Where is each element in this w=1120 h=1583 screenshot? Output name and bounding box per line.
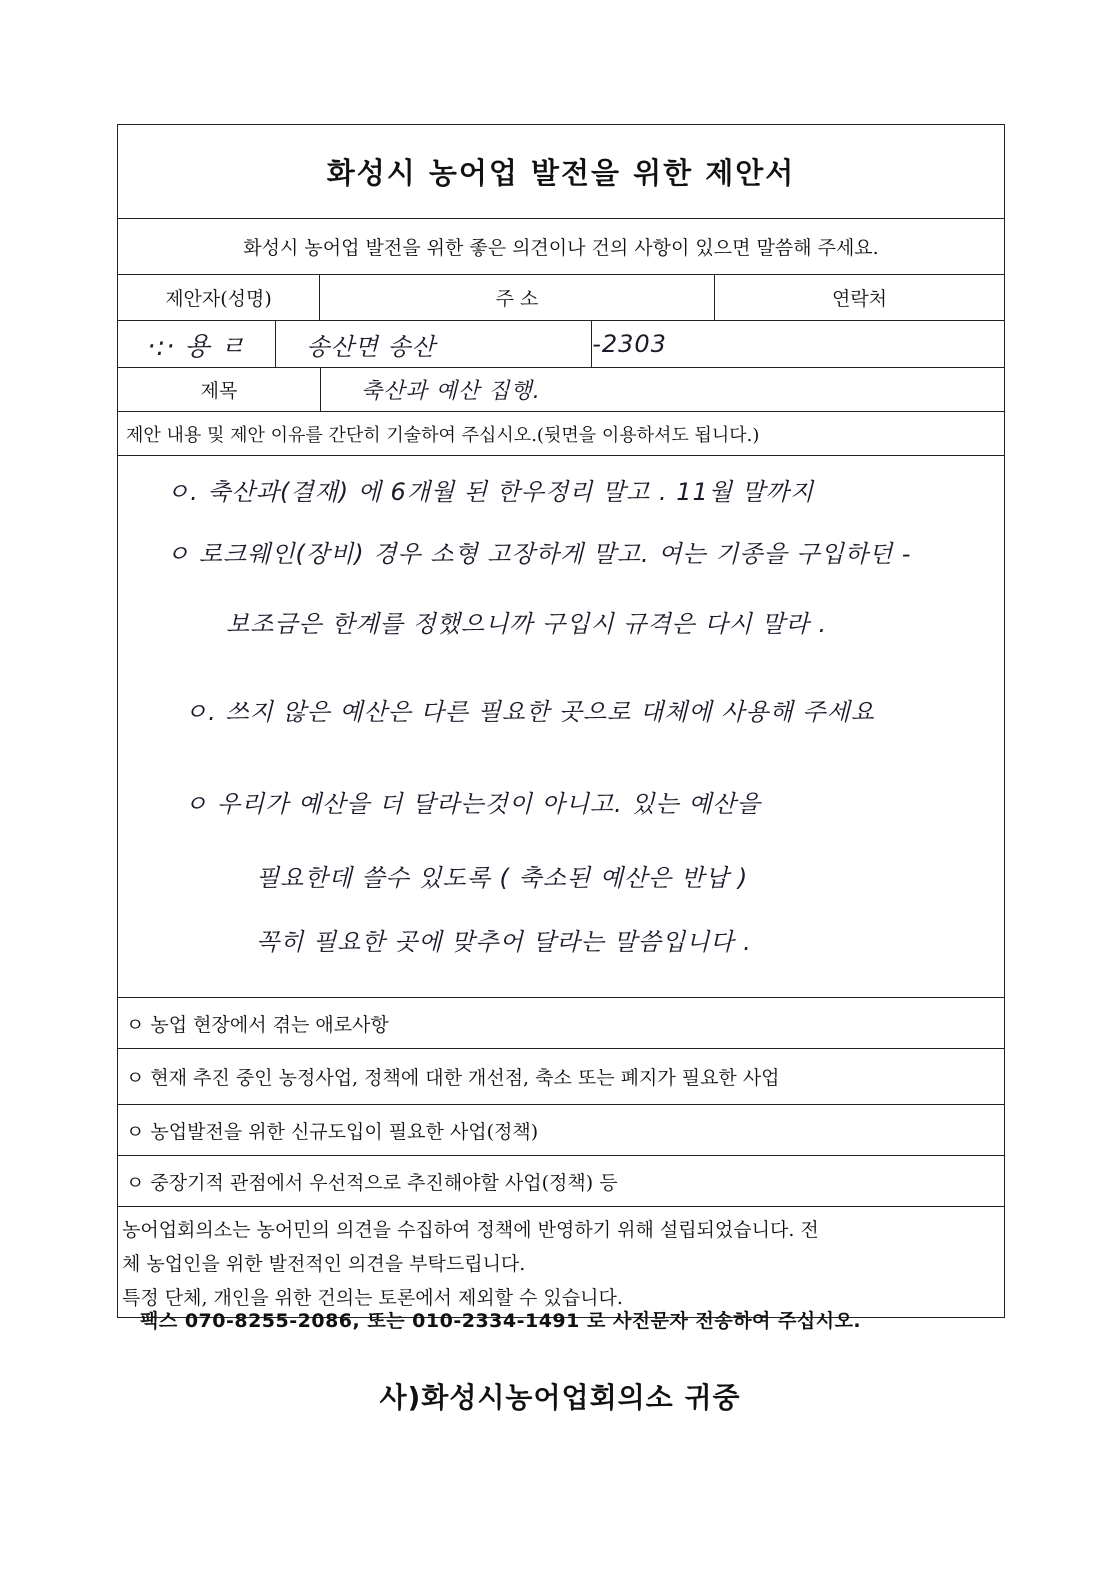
content-line: ㅇ. 쓰지 않은 예산은 다른 필요한 곳으로 대체에 사용해 주세요 [184,698,875,726]
organization-name: 사)화성시농어업회의소 귀중 [379,1381,741,1414]
name-header: 제안자(성명) [118,275,320,320]
content-line: 보조금은 한계를 정했으니까 구입시 규격은 다시 말라 . [226,610,828,638]
proposal-content-area[interactable] [118,456,1004,998]
intro-text: 화성시 농어업 발전을 위한 좋은 의견이나 건의 사항이 있으면 말씀해 주세요. [243,237,879,259]
category-text: ㅇ 농업 현장에서 겪는 애로사항 [126,1013,389,1036]
note-line: 특정 단체, 개인을 위한 건의는 토론에서 제외할 수 있습니다. [122,1287,623,1309]
note-line: 농어업회의소는 농어민의 의견을 수집하여 정책에 반영하기 위해 설립되었습니다. 전 [122,1219,819,1241]
category-text: ㅇ 현재 추진 중인 농정사업, 정책에 대한 개선점, 축소 또는 폐지가 필요한 사업 [126,1067,780,1089]
header-row [118,275,1004,321]
contact-value: -2303 [592,330,667,358]
contact-header: 연락처 [831,288,888,310]
title-row [118,125,1004,219]
instructions-row [118,412,1004,456]
content-line: ㅇ 우리가 예산을 더 달라는것이 아니고. 있는 예산을 [184,790,761,818]
subject-value: 축산과 예산 집행. [361,379,541,404]
category-new-projects [118,1105,1004,1156]
category-long-term [118,1156,1004,1207]
category-difficulties [118,998,1004,1049]
notes-row [118,1207,1004,1317]
instructions-text: 제안 내용 및 제안 이유를 간단히 기술하여 주십시오.(뒷면을 이용하셔도 됩니다.) [126,424,760,446]
contact-cell[interactable] [592,321,691,367]
proposal-form [117,124,1005,1318]
content-line: ㅇ. 축산과(결재) 에 6개월 된 한우정리 말고 . 11월 말까지 [166,478,815,506]
note-line: 체 농업인을 위한 발전적인 의견을 부탁드립니다. [122,1253,526,1275]
address-cell[interactable] [276,321,592,367]
category-improvements [118,1049,1004,1105]
subject-cell[interactable] [321,368,1004,411]
content-line: 꼭히 필요한 곳에 맞추어 달라는 말씀입니다 . [256,928,752,956]
category-text: ㅇ 농업발전을 위한 신규도입이 필요한 사업(정책) [126,1120,539,1143]
content-line: ㅇ 로크웨인(장비) 경우 소형 고장하게 말고. 여는 기종을 구입하던 - [166,540,912,568]
subject-label: 제목 [118,368,321,411]
subject-row [118,368,1004,412]
proposer-row [118,321,1004,368]
address-value: 송산면 송산 [306,332,436,361]
fax-instructions: 팩스 070-8255-2086, 또는 010-2334-1491 로 사진문자 전송하여 주십시오. [140,1310,862,1332]
form-title: 화성시 농어업 발전을 위한 제안서 [326,156,796,190]
intro-row [118,219,1004,275]
content-line: 필요한데 쓸수 있도록 ( 축소된 예산은 반납 ) [256,864,749,892]
address-header: 주 소 [320,275,715,320]
name-cell[interactable] [118,321,276,367]
name-value: ·:· 용 ㄹ [147,331,247,362]
category-text: ㅇ 중장기적 관점에서 우선적으로 추진해야할 사업(정책) 등 [126,1171,618,1194]
